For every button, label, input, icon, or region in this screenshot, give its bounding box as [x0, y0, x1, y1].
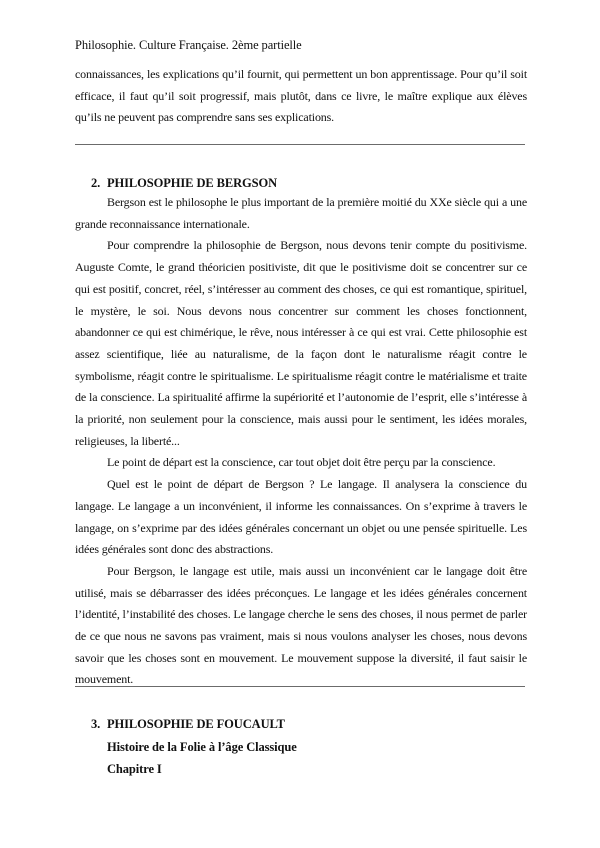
section-divider [75, 144, 525, 145]
section-title: PHILOSOPHIE DE FOUCAULT [107, 717, 285, 731]
page-header: Philosophie. Culture Française. 2ème partielle [75, 38, 302, 52]
section-title: PHILOSOPHIE DE BERGSON [107, 176, 278, 190]
paragraph: Bergson est le philosophe le plus important de la première moitié du XXe siècle qui a une grande reconnaissance internationale. [75, 195, 527, 231]
section-heading-foucault [91, 717, 285, 732]
section-divider [75, 686, 525, 687]
intro-paragraph-block [75, 64, 527, 129]
chapter-heading: Chapitre I [107, 762, 162, 776]
intro-paragraph: connaissances, les explications qu’il fournit, qui permettent un bon apprentissage. Pour qu’il soit efficace, il faut qu’il soit progressif, mais plutôt, dans ce livre, le maître explique aux élèves qu’ils ne peuvent pas comprendre sans ses explications. [75, 67, 527, 125]
paragraph: Quel est le point de départ de Bergson ? Le langage. Il analysera la conscience du langage. Le langage a un inconvénient, il informe les connaissances. On s’exprime à travers le langage, on s’exprime par des idées générales concernant un objet ou une pensée spirituelle. Les idées générales sont donc des abstractions. [75, 477, 527, 557]
paragraph: Pour comprendre la philosophie de Bergson, nous devons tenir compte du positivisme. Auguste Comte, le grand théoricien positiviste, dit que le positivisme doit se concentrer sur ce qui est positif, concret, réel, s’intéresser au comment des choses, ce qui est romantique, spirituel, le mystère, le soi. Nous devons nous concentrer sur comment les choses fonctionnent, abandonner ce qui est chimérique, le rêve, nous intéresser à ce qui est vrai. Cette philosophie est assez scientifique, liée au naturalisme, de la façon dont le naturalisme réagit contre le symbolisme, réagit contre le spiritualisme. Le spiritualisme réagit contre le matérialisme et traite de la conscience. La spiritualité affirme la supériorité et l’autonomie de l’esprit, elle s’intéresse à la priorité, non seulement pour la conscience, mais aussi pour le sentiment, les idées morales, religieuses, la liberté... [75, 238, 527, 448]
section-number: 3. [91, 717, 101, 731]
paragraph: Pour Bergson, le langage est utile, mais aussi un inconvénient car le langage doit être utilisé, mais se débarrasser des idées préconçues. Le langage et les idées générales concernent l’identité, l’instabilité des choses. Le langage cherche le sens des choses, il nous permet de parler de ce que nous ne savons pas vraiment, mais si nous voulons analyser les choses, nous devons savoir que les choses sont en mouvement. Le mouvement suppose la diversité, il faut saisir le mouvement. [75, 563, 527, 687]
paragraph: Le point de départ est la conscience, car tout objet doit être perçu par la conscience. [107, 455, 496, 470]
section-number: 2. [91, 176, 101, 190]
book-subtitle: Histoire de la Folie à l’âge Classique [107, 740, 297, 754]
section-heading-bergson [91, 176, 277, 191]
bergson-body [75, 192, 527, 691]
